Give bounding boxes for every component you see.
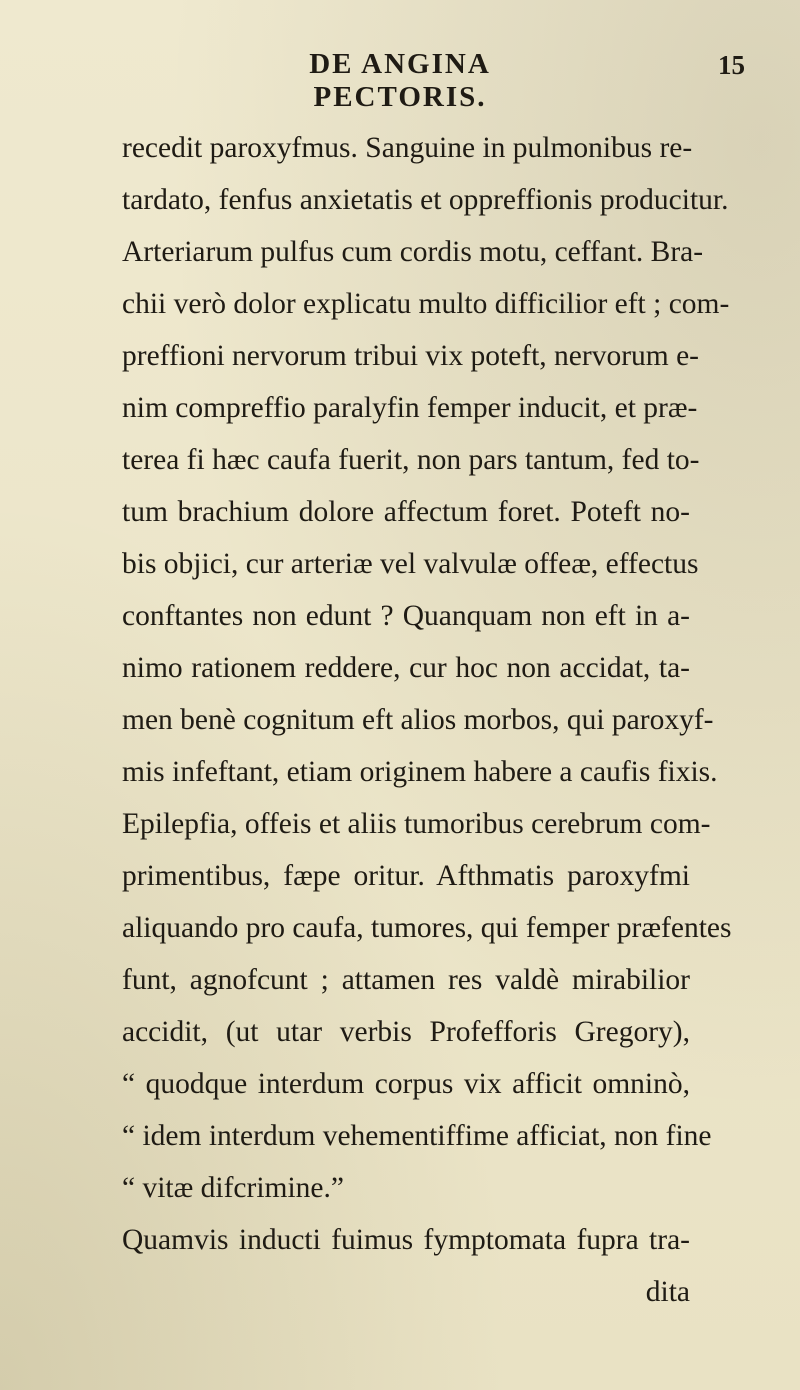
text-line: terea fi hæc caufa fuerit, non pars tantum, fed to- xyxy=(122,444,700,476)
text-line: Quamvis inducti fuimus fymptomata fupra tra- xyxy=(122,1224,690,1256)
text-line: “ idem interdum vehementiffime afficiat, non fine xyxy=(122,1120,712,1152)
text-line: aliquando pro caufa, tumores, qui femper præfentes xyxy=(122,912,732,944)
text-line: recedit paroxyfmus. Sanguine in pulmonibus re- xyxy=(122,132,693,164)
text-line: mis infeftant, etiam originem habere a caufis fixis. xyxy=(122,756,718,788)
text-line: nim compreffio paralyfin femper inducit, et præ- xyxy=(122,392,698,424)
text-line: funt, agnofcunt ; attamen res valdè mirabilior xyxy=(122,964,690,996)
text-line: nimo rationem reddere, cur hoc non accidat, ta- xyxy=(122,652,690,684)
text-line: Epilepfia, offeis et aliis tumoribus cerebrum com- xyxy=(122,808,711,840)
text-line: tum brachium dolore affectum foret. Poteft no- xyxy=(122,496,690,528)
text-line: Arteriarum pulfus cum cordis motu, ceffant. Bra- xyxy=(122,236,704,268)
text-line: men benè cognitum eft alios morbos, qui paroxyf- xyxy=(122,704,714,736)
running-title: DE ANGINA PECTORIS. xyxy=(309,48,491,113)
text-line: primentibus, fæpe oritur. Afthmatis paroxyfmi xyxy=(122,860,690,892)
text-line: tardato, fenfus anxietatis et oppreffionis producitur. xyxy=(122,184,729,216)
text-line: “ vitæ difcrimine.” xyxy=(122,1172,344,1204)
text-line: “ quodque interdum corpus vix afficit omninò, xyxy=(122,1068,690,1100)
body-text xyxy=(122,122,732,1318)
text-line: conftantes non edunt ? Quanquam non eft in a- xyxy=(122,600,690,632)
text-line: bis objici, cur arteriæ vel valvulæ offeæ, effectus xyxy=(122,548,699,580)
catchword: dita xyxy=(645,1276,690,1308)
page-number: 15 xyxy=(718,50,745,80)
text-line: preffioni nervorum tribui vix poteft, nervorum e- xyxy=(122,340,700,372)
text-line: accidit, (ut utar verbis Profefforis Gregory), xyxy=(122,1016,690,1048)
text-line: chii verò dolor explicatu multo difficilior eft ; com- xyxy=(122,288,730,320)
